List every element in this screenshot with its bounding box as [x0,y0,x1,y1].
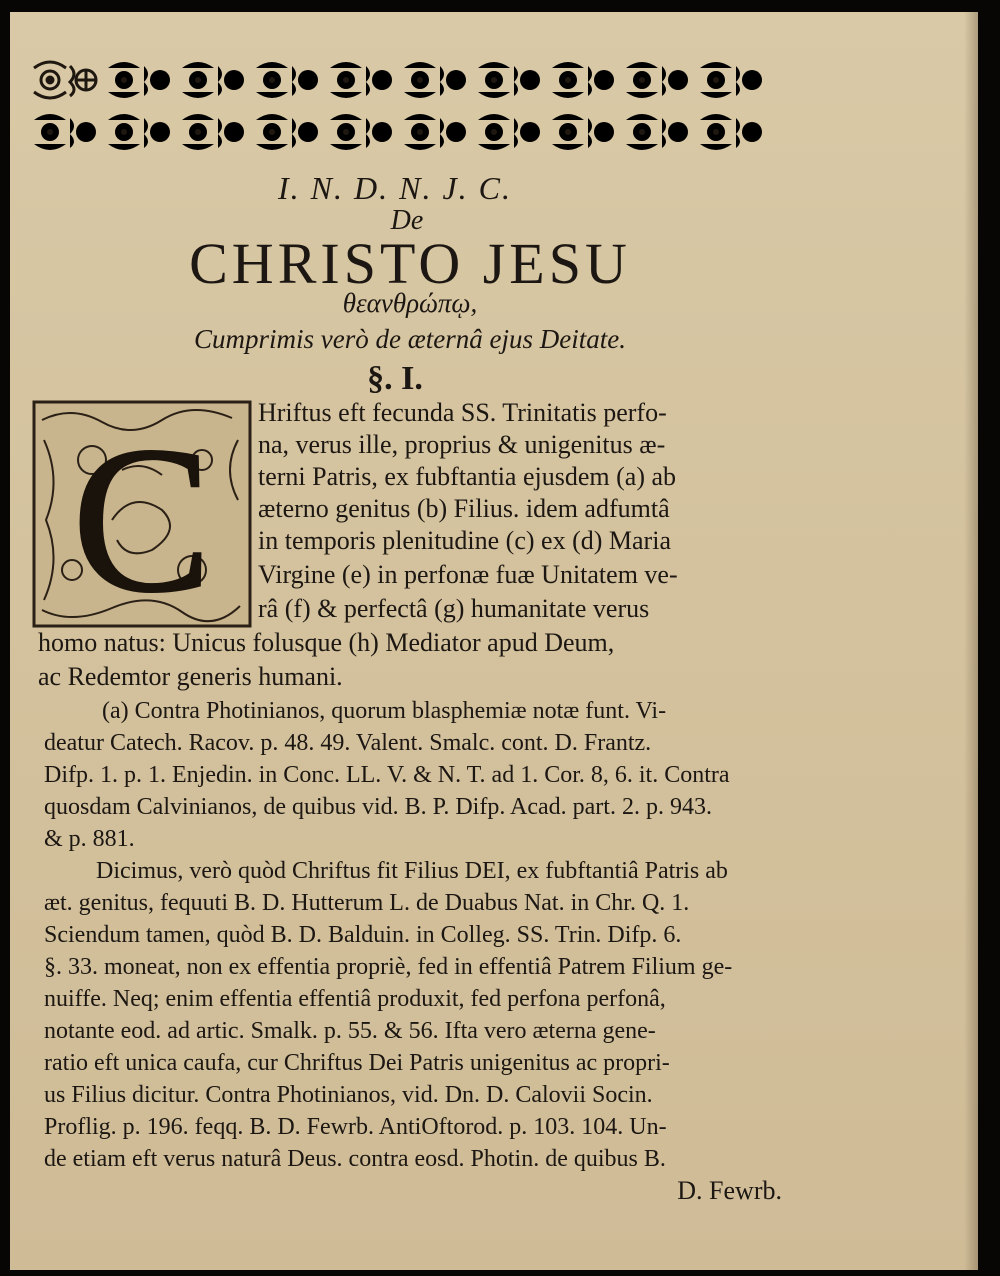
decorated-initial [32,400,252,628]
ornament-unit [478,62,540,98]
ornament-unit [330,62,392,98]
footnote-line: ratio eft unica caufa, cur Chriftus Dei Patris unigenitus ac propri- [44,1050,670,1076]
footnote-line: Difp. 1. p. 1. Enjedin. in Conc. LL. V. & N. T. ad 1. Cor. 8, 6. it. Contra [44,762,730,788]
greek-epithet: θεανθρώπῳ, [342,288,478,318]
ornament-unit [108,62,170,98]
footnote-line: notante eod. ad artic. Smalk. p. 55. & 56. Ifta vero æterna gene- [44,1018,656,1044]
footnote-line: æt. genitus, fequuti B. D. Hutterum L. de Duabus Nat. in Chr. Q. 1. [44,890,690,916]
ornament-unit [182,62,244,98]
paragraph-line: Hriftus eft fecunda SS. Trinitatis perfo- [258,398,667,427]
ornament-unit [626,114,688,150]
footnote-line: Sciendum tamen, quòd B. D. Balduin. in Colleg. SS. Trin. Difp. 6. [44,922,682,948]
footnote-line: nuiffe. Neq; enim effentia effentiâ produxit, fed perfona perfonâ, [44,986,666,1012]
ornament-unit [256,114,318,150]
ornament-unit [404,114,466,150]
footnote-line: (a) Contra Photinianos, quorum blasphemiæ notæ funt. Vi- [102,698,667,724]
page-edge-shadow [964,12,978,1270]
footnote-line: Proflig. p. 196. feqq. B. D. Fewrb. AntiOftorod. p. 103. 104. Un- [44,1114,667,1140]
footnote-line: us Filius dicitur. Contra Photinianos, vid. Dn. D. Calovii Socin. [44,1082,653,1108]
ornament-unit [34,114,96,150]
ornament-unit [626,62,688,98]
ornament-unit [108,114,170,150]
paragraph-line: homo natus: Unicus folusque (h) Mediator apud Deum, [38,628,615,657]
ornament-unit [552,114,614,150]
ornament-unit [256,62,318,98]
paragraph-line: in temporis plenitudine (c) ex (d) Maria [258,526,671,555]
drop-cap-letter: C [71,404,213,628]
ornamental-headpiece [30,54,778,158]
subtitle: Cumprimis verò de æternâ ejus Deitate. [194,324,626,354]
paragraph-line: ac Redemtor generis humani. [38,662,343,691]
paragraph-line: terni Patris, ex fubftantia ejusdem (a) ab [258,462,677,491]
footnote-line: §. 33. moneat, non ex effentia propriè, fed in effentiâ Patrem Filium ge- [44,954,733,980]
footnote-line: quosdam Calvinianos, de quibus vid. B. P. Difp. Acad. part. 2. p. 943. [44,794,712,820]
ornament-unit [182,114,244,150]
book-page [10,12,978,1270]
catchword: D. Fewrb. [677,1176,782,1205]
footnote-line: deatur Catech. Racov. p. 48. 49. Valent. Smalc. cont. D. Frantz. [44,730,652,756]
section-number: §. I. [367,360,423,397]
page-title: CHRISTO JESU [189,231,631,296]
ornament-unit [404,62,466,98]
ornament-unit [552,62,614,98]
ornament-unit [700,62,762,98]
footnote-line: Dicimus, verò quòd Chriftus fit Filius DEI, ex fubftantiâ Patris ab [96,858,728,884]
ornament-unit [700,114,762,150]
ornament-unit [478,114,540,150]
ornament-unit [330,114,392,150]
paragraph-line: na, verus ille, proprius & unigenitus æ- [258,430,666,459]
paragraph-line: râ (f) & perfectâ (g) humanitate verus [258,594,650,623]
invocation-initials: I. N. D. N. J. C. [278,170,512,206]
paragraph-line: Virgine (e) in perfonæ fuæ Unitatem ve- [258,560,678,589]
preposition-de: De [390,205,424,236]
paragraph-line: æterno genitus (b) Filius. idem adfumtâ [258,494,670,523]
footnote-line: de etiam eft verus naturâ Deus. contra eosd. Photin. de quibus B. [44,1146,666,1172]
footnote-line: & p. 881. [44,826,135,852]
